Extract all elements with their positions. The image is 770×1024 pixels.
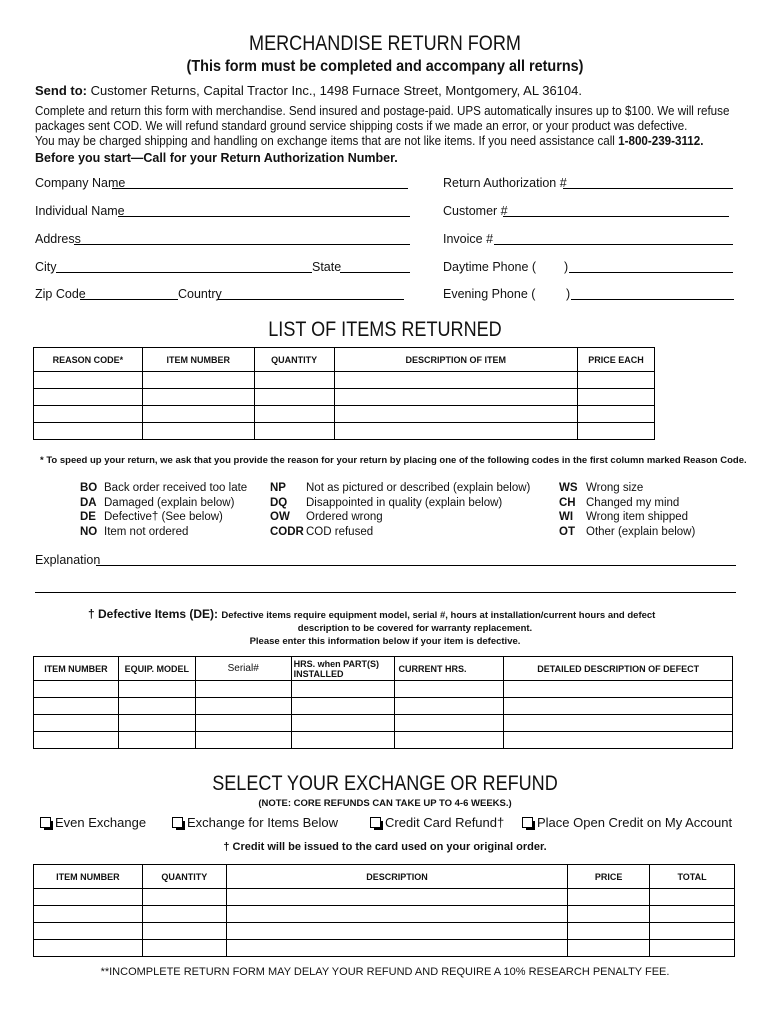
defective-items-text: Defective items require equipment model, serial #, hours at installation/current hours and defect xyxy=(221,610,656,621)
company-name-field[interactable] xyxy=(112,188,408,189)
col-item-number: ITEM NUMBER xyxy=(34,657,119,681)
customer-number-field[interactable] xyxy=(503,216,729,217)
code-text: Not as pictured or described (explain below) xyxy=(306,482,531,494)
return-auth-label: Return Authorization # xyxy=(443,176,567,190)
option-label: Even Exchange xyxy=(55,815,147,830)
company-name-label: Company Name xyxy=(35,176,126,190)
address-field[interactable] xyxy=(74,244,410,245)
code-text: Ordered wrong xyxy=(306,511,383,523)
option-exchange-for-items[interactable] xyxy=(172,815,338,830)
code: OT xyxy=(559,525,575,538)
code: DQ xyxy=(270,496,288,509)
col-item-number: ITEM NUMBER xyxy=(34,865,143,889)
zip-code-field[interactable] xyxy=(80,299,178,300)
table-row[interactable] xyxy=(34,698,733,715)
invoice-number-label: Invoice # xyxy=(443,232,494,246)
table-row[interactable] xyxy=(34,681,733,698)
col-quantity: QUANTITY xyxy=(254,348,334,372)
daytime-phone-paren: ) xyxy=(564,260,569,274)
col-current-hrs: CURRENT HRS. xyxy=(394,657,504,681)
code: OW xyxy=(270,511,290,523)
option-label: Exchange for Items Below xyxy=(187,815,339,830)
col-description: DESCRIPTION xyxy=(226,865,567,889)
explanation-label: Explanation xyxy=(35,553,101,567)
table-row[interactable] xyxy=(34,923,735,940)
table-row[interactable] xyxy=(34,372,655,389)
city-label: City xyxy=(35,260,57,274)
country-label: Country xyxy=(178,287,222,301)
evening-phone-label: Evening Phone ( xyxy=(443,287,536,301)
checkbox-icon[interactable] xyxy=(522,817,533,828)
reason-code-footnote: * To speed up your return, we ask that you provide the reason for your return by placing one of the following codes in the first column marked Reason Code. xyxy=(40,455,747,466)
table-row[interactable] xyxy=(34,389,655,406)
instructions-line-3 xyxy=(35,134,703,148)
code-text: Item not ordered xyxy=(104,525,189,538)
state-field[interactable] xyxy=(340,272,410,273)
code-text: Damaged (explain below) xyxy=(104,496,235,509)
code: BO xyxy=(80,482,98,494)
code-text: Wrong size xyxy=(586,482,644,494)
explanation-field[interactable] xyxy=(96,565,736,566)
form-subtitle: (This form must be completed and accompany all returns) xyxy=(186,58,584,75)
items-returned-table xyxy=(33,347,655,440)
code: DE xyxy=(80,511,96,523)
instructions-line-1: Complete and return this form with merchandise. Send insured and postage-paid. UPS automatically insures up to $100. We will refuse xyxy=(35,104,730,118)
table-row[interactable] xyxy=(34,423,655,440)
reason-codes-col-3 xyxy=(559,481,695,539)
code: NP xyxy=(270,482,286,494)
defective-items-note xyxy=(88,607,655,621)
address-label: Address xyxy=(35,232,81,246)
col-total: TOTAL xyxy=(650,865,735,889)
instructions-text-3: You may be charged shipping and handling on exchange items that are not like items. If you need assistance call xyxy=(35,134,615,148)
code: WS xyxy=(559,482,578,494)
code-text: Back order received too late xyxy=(104,482,248,494)
checkbox-icon[interactable] xyxy=(370,817,381,828)
col-reason-code: REASON CODE* xyxy=(34,348,143,372)
send-to-address: Customer Returns, Capital Tractor Inc., 1498 Furnace Street, Montgomery, AL 36104. xyxy=(90,83,582,98)
option-credit-card-refund[interactable] xyxy=(370,815,504,830)
code-text: Wrong item shipped xyxy=(586,511,689,523)
send-to-label: Send to: xyxy=(35,83,87,98)
table-row[interactable] xyxy=(34,906,735,923)
option-label: Place Open Credit on My Account xyxy=(537,815,733,830)
evening-phone-paren: ) xyxy=(566,287,571,301)
daytime-phone-label: Daytime Phone ( xyxy=(443,260,537,274)
instructions-line-2: packages sent COD. We will refund standard ground service shipping costs if we made an error, or your product was defective. xyxy=(35,119,688,133)
col-price: PRICE xyxy=(568,865,650,889)
col-hrs-installed: HRS. when PART(S) INSTALLED xyxy=(291,657,394,681)
city-field[interactable] xyxy=(56,272,312,273)
code: CODR xyxy=(270,525,304,538)
col-description: DESCRIPTION OF ITEM xyxy=(334,348,578,372)
table-row[interactable] xyxy=(34,940,735,957)
customer-number-label: Customer # xyxy=(443,204,508,218)
col-serial: Serial# xyxy=(195,657,291,681)
defective-items-text-2: description to be covered for warranty replacement. xyxy=(297,623,533,634)
exchange-heading: SELECT YOUR EXCHANGE OR REFUND xyxy=(212,772,558,795)
items-returned-heading: LIST OF ITEMS RETURNED xyxy=(268,318,502,341)
assistance-phone: 1-800-239-3112. xyxy=(618,134,704,148)
code-text: Changed my mind xyxy=(586,496,680,509)
evening-phone-field[interactable] xyxy=(571,299,734,300)
return-auth-field[interactable] xyxy=(563,188,733,189)
daytime-phone-field[interactable] xyxy=(569,272,733,273)
code: CH xyxy=(559,496,576,509)
reason-codes-col-1 xyxy=(80,481,247,539)
col-quantity: QUANTITY xyxy=(142,865,226,889)
reason-codes-col-2 xyxy=(270,481,530,539)
col-item-number: ITEM NUMBER xyxy=(142,348,254,372)
code: NO xyxy=(80,525,98,538)
defective-items-label: † Defective Items (DE): xyxy=(88,607,219,621)
option-open-credit[interactable] xyxy=(522,815,732,830)
individual-name-label: Individual Name xyxy=(35,204,125,218)
state-label: State xyxy=(312,260,342,274)
explanation-field-line-2[interactable] xyxy=(35,592,736,593)
invoice-number-field[interactable] xyxy=(494,244,733,245)
code-text: COD refused xyxy=(306,525,374,538)
credit-card-note: † Credit will be issued to the card used on your original order. xyxy=(223,841,547,853)
form-title: MERCHANDISE RETURN FORM xyxy=(249,32,521,55)
country-field[interactable] xyxy=(218,299,404,300)
option-even-exchange[interactable] xyxy=(40,815,146,830)
defective-items-table xyxy=(33,656,733,749)
code: WI xyxy=(559,511,574,523)
code: DA xyxy=(80,496,97,509)
core-refund-note: (NOTE: CORE REFUNDS CAN TAKE UP TO 4-6 WEEKS.) xyxy=(258,798,512,809)
defective-items-text-3: Please enter this information below if your item is defective. xyxy=(249,636,521,647)
zip-code-label: Zip Code xyxy=(35,287,86,301)
code-text: Disappointed in quality (explain below) xyxy=(306,496,503,509)
checkbox-icon[interactable] xyxy=(40,817,51,828)
col-equip-model: EQUIP. MODEL xyxy=(118,657,195,681)
code-text: Defective† (See below) xyxy=(104,511,223,523)
before-you-start: Before you start—Call for your Return Authorization Number. xyxy=(35,151,398,165)
code-text: Other (explain below) xyxy=(586,525,696,538)
footer-penalty-note: **INCOMPLETE RETURN FORM MAY DELAY YOUR REFUND AND REQUIRE A 10% RESEARCH PENALTY FEE. xyxy=(100,966,670,978)
table-row[interactable] xyxy=(34,732,733,749)
option-label: Credit Card Refund† xyxy=(385,815,505,830)
col-defect-description: DETAILED DESCRIPTION OF DEFECT xyxy=(504,657,733,681)
col-price-each: PRICE EACH xyxy=(578,348,655,372)
send-to-line xyxy=(35,83,582,98)
exchange-items-table xyxy=(33,864,735,957)
checkbox-icon[interactable] xyxy=(172,817,183,828)
individual-name-field[interactable] xyxy=(118,216,410,217)
table-row[interactable] xyxy=(34,715,733,732)
table-row[interactable] xyxy=(34,889,735,906)
table-row[interactable] xyxy=(34,406,655,423)
